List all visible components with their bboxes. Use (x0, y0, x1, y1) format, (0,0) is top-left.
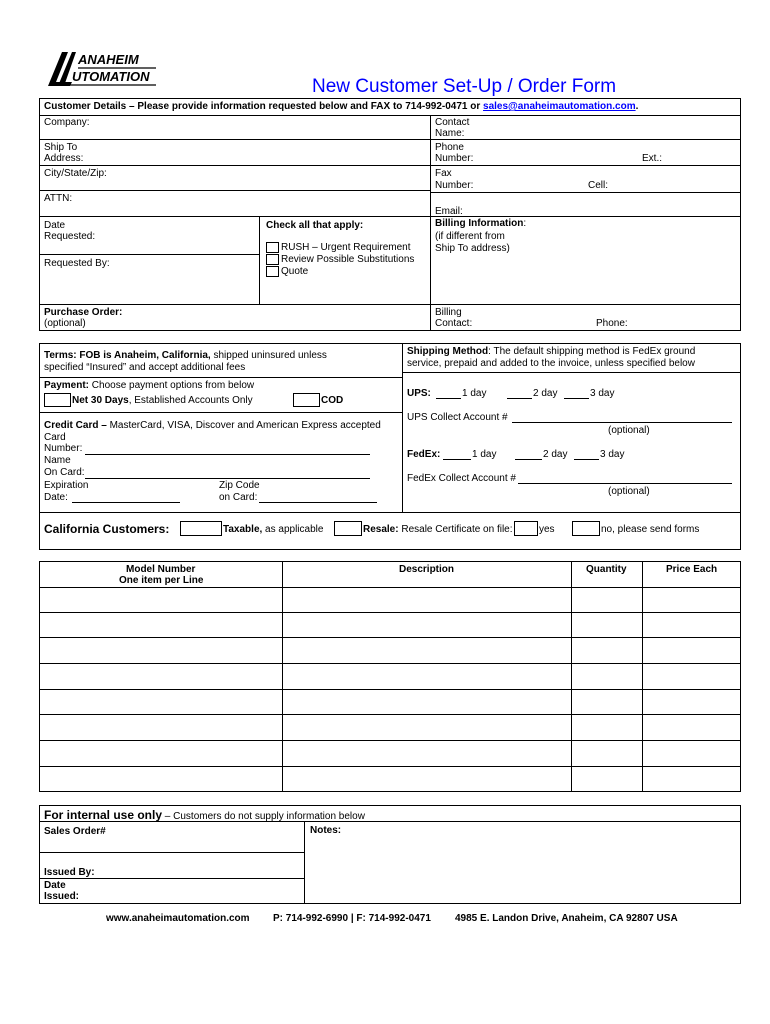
table-row (39, 766, 741, 767)
california-label: California Customers: (44, 522, 170, 536)
footer-address: 4985 E. Landon Drive, Anaheim, CA 92807 USA (455, 913, 678, 924)
description-header: Description (399, 564, 455, 575)
fax-label-1: Fax (435, 168, 452, 179)
contact-label-2: Name: (435, 128, 465, 139)
attn-label: ATTN: (44, 193, 73, 204)
ups-2day-field[interactable] (507, 398, 532, 399)
billing-note-1: (if different from (435, 231, 505, 242)
divider (39, 878, 304, 879)
fedex-collect-field[interactable] (518, 483, 732, 484)
divider (39, 115, 741, 116)
resale-yes-label: yes (539, 524, 555, 535)
phone-label-2: Number: (435, 153, 474, 164)
taxable-checkbox[interactable] (180, 521, 222, 536)
payment-label: Payment: Choose payment options from below (44, 380, 255, 391)
email-label: Email: (435, 206, 463, 217)
review-substitutions-label: Review Possible Substitutions (281, 254, 415, 265)
zip-code-label-2: on Card: (219, 492, 258, 503)
expiration-label-1: Expiration (44, 480, 89, 491)
terms-shipping-section (39, 343, 741, 550)
expiration-date-field[interactable] (72, 502, 180, 503)
internal-use-title: For internal use only – Customers do not supply information below (44, 808, 365, 822)
table-row (39, 740, 741, 741)
customer-details-section (39, 98, 741, 331)
table-row (39, 689, 741, 690)
logo-text-line2: UTOMATION (72, 69, 150, 84)
price-each-header: Price Each (666, 564, 718, 575)
divider (430, 165, 741, 166)
model-number-subheader: One item per Line (119, 575, 204, 586)
table-row (39, 612, 741, 613)
fedex-collect-optional: (optional) (608, 486, 650, 497)
contact-label-1: Contact (435, 117, 470, 128)
logo-text-line1: ANAHEIM (78, 52, 139, 67)
ups-3day-field[interactable] (564, 398, 589, 399)
fedex-2day-label: 2 day (543, 449, 568, 460)
divider (39, 377, 402, 378)
issued-by-label: Issued By: (44, 867, 95, 878)
ups-1day-field[interactable] (436, 398, 461, 399)
terms-line-1: Terms: FOB is Anaheim, California, shipped uninsured unless (44, 350, 327, 361)
expiration-label-2: Date: (44, 492, 68, 503)
company-label: Company: (44, 117, 90, 128)
sales-email-link[interactable]: sales@anaheimautomation.com (483, 101, 636, 112)
review-substitutions-checkbox[interactable] (266, 254, 279, 265)
check-all-label: Check all that apply: (266, 220, 364, 231)
order-items-table (39, 561, 741, 792)
sales-order-label: Sales Order# (44, 826, 106, 837)
divider (259, 216, 260, 304)
form-title: New Customer Set-Up / Order Form (312, 76, 617, 97)
divider (304, 821, 305, 904)
divider (402, 343, 403, 512)
quote-label: Quote (281, 266, 309, 277)
cell-label: Cell: (588, 180, 609, 191)
footer-website: www.anaheimautomation.com (106, 913, 250, 924)
divider (430, 216, 741, 217)
resale-no-label: no, please send forms (601, 524, 700, 535)
fax-label-2: Number: (435, 180, 474, 191)
fedex-3day-field[interactable] (574, 459, 599, 460)
card-number-label-2: Number: (44, 443, 83, 454)
divider (402, 372, 741, 373)
resale-no-checkbox[interactable] (572, 521, 600, 536)
cod-label: COD (321, 395, 344, 406)
fedex-collect-label: FedEx Collect Account # (407, 473, 516, 484)
purchase-order-optional: (optional) (44, 318, 86, 329)
customer-details-header: Customer Details – Please provide information requested below and FAX to 714-992-0471 or sales@anaheimautomation.com. (44, 101, 639, 112)
footer-phone-fax: P: 714-992-6990 | F: 714-992-0471 (273, 913, 431, 924)
quote-checkbox[interactable] (266, 266, 279, 277)
date-requested-label-1: Date (44, 220, 66, 231)
phone-label-1: Phone (435, 142, 464, 153)
card-number-label-1: Card (44, 432, 66, 443)
net30-label: Net 30 Days, Established Accounts Only (72, 395, 253, 406)
divider (430, 139, 741, 140)
purchase-order-label: Purchase Order: (44, 307, 123, 318)
divider (39, 852, 304, 853)
divider (39, 821, 741, 822)
fedex-1day-label: 1 day (472, 449, 497, 460)
net30-checkbox[interactable] (44, 393, 71, 407)
divider (39, 165, 430, 166)
card-number-field[interactable] (85, 454, 370, 455)
billing-info-label: Billing Information: (435, 218, 527, 229)
resale-checkbox[interactable] (334, 521, 362, 536)
divider (39, 512, 741, 513)
table-row (39, 663, 741, 664)
date-requested-label-2: Requested: (44, 231, 96, 242)
details-vertical-divider (430, 115, 431, 331)
column-divider (642, 561, 643, 792)
rush-checkbox[interactable] (266, 242, 279, 253)
table-row (39, 587, 741, 588)
date-issued-label-1: Date (44, 880, 66, 891)
zip-code-label-1: Zip Code (219, 480, 260, 491)
fedex-1day-field[interactable] (443, 459, 471, 460)
billing-phone-label: Phone: (596, 318, 628, 329)
model-number-header: Model Number (126, 564, 196, 575)
fedex-2day-field[interactable] (515, 459, 542, 460)
date-issued-label-2: Issued: (44, 891, 80, 902)
quantity-header: Quantity (586, 564, 627, 575)
ext-label: Ext.: (642, 153, 663, 164)
divider (39, 304, 741, 305)
company-logo (42, 48, 157, 88)
taxable-label: Taxable, as applicable (223, 524, 324, 535)
shipping-method-line-1: Shipping Method: The default shipping method is FedEx ground (407, 346, 696, 357)
ups-collect-label: UPS Collect Account # (407, 412, 508, 423)
billing-contact-label-1: Billing (435, 307, 462, 318)
ups-collect-optional: (optional) (608, 425, 650, 436)
ups-collect-field[interactable] (512, 422, 732, 423)
ups-2day-label: 2 day (533, 388, 558, 399)
zip-code-field[interactable] (259, 502, 377, 503)
ups-1day-label: 1 day (462, 388, 487, 399)
divider (430, 192, 741, 193)
table-row (39, 714, 741, 715)
table-row (39, 637, 741, 638)
divider (39, 190, 430, 191)
divider (39, 254, 259, 255)
name-on-card-field[interactable] (85, 478, 370, 479)
fedex-label: FedEx: (407, 449, 441, 460)
column-divider (282, 561, 283, 792)
ship-to-label-2: Address: (44, 153, 84, 164)
divider (39, 412, 402, 413)
divider (39, 216, 430, 217)
resale-label: Resale: Resale Certificate on file: (363, 524, 513, 535)
rush-label: RUSH – Urgent Requirement (281, 242, 411, 253)
name-on-card-label-2: On Card: (44, 467, 85, 478)
name-on-card-label-1: Name (44, 455, 71, 466)
notes-label: Notes: (310, 825, 342, 836)
ups-3day-label: 3 day (590, 388, 615, 399)
billing-contact-label-2: Contact: (435, 318, 473, 329)
column-divider (571, 561, 572, 792)
cod-checkbox[interactable] (293, 393, 320, 407)
billing-note-2: Ship To address) (435, 243, 510, 254)
ship-to-label-1: Ship To (44, 142, 78, 153)
credit-card-label: Credit Card – MasterCard, VISA, Discover and American Express accepted (44, 420, 381, 431)
ups-label: UPS: (407, 388, 431, 399)
fedex-3day-label: 3 day (600, 449, 625, 460)
city-state-zip-label: City/State/Zip: (44, 168, 107, 179)
terms-line-2: specified “Insured” and accept additional fees (44, 362, 246, 373)
shipping-method-line-2: service, prepaid and added to the invoice, unless specified below (407, 358, 695, 369)
divider (39, 139, 430, 140)
resale-yes-checkbox[interactable] (514, 521, 538, 536)
requested-by-label: Requested By: (44, 258, 110, 269)
